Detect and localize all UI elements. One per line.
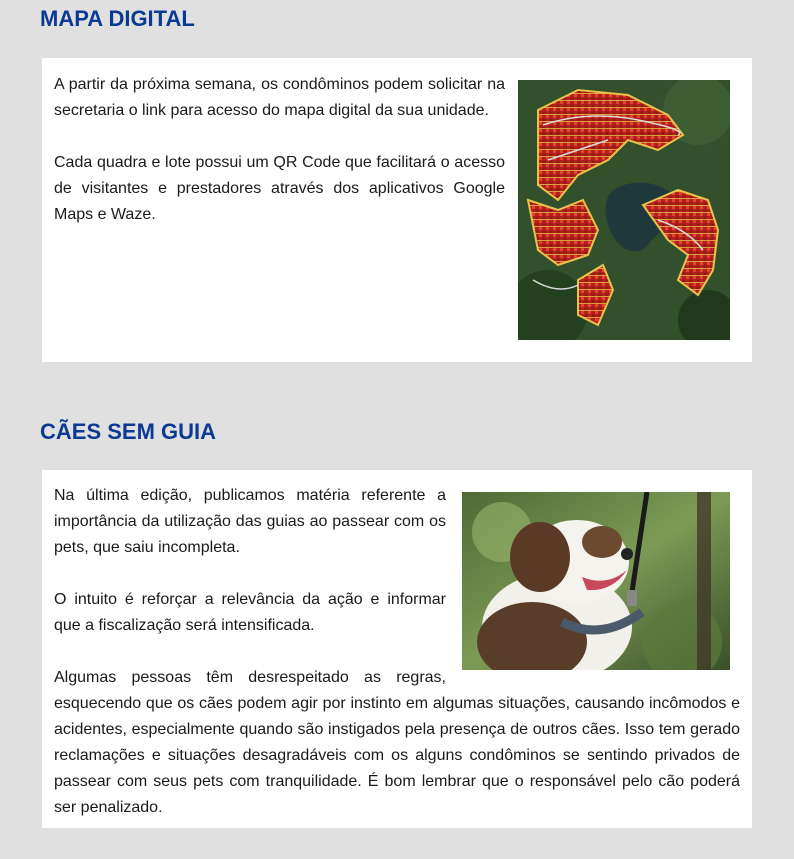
section-title-caes-sem-guia: CÃES SEM GUIA [40,419,217,444]
caes-sem-guia-card [42,470,752,828]
caes-paragraph-1: Na última edição, publicamos matéria referente a importância da utilização das guias ao passear com os pets, que saiu incompleta. [54,487,446,556]
mapa-digital-card [42,58,752,362]
dog-on-leash-image [462,492,730,670]
mapa-digital-paragraph-2: Cada quadra e lote possui um QR Code que facilitará o acesso de visitantes e prestadores através dos aplicativos Google Maps e Waze. [54,154,505,223]
mapa-digital-paragraph-1: A partir da próxima semana, os condôminos podem solicitar na secretaria o link para acesso do mapa digital da sua unidade. [54,76,505,119]
caes-paragraph-3: Algumas pessoas têm desrespeitado as regras, esquecendo que os cães podem agir por instinto em algumas situações, causando incômodos e acidentes, especialmente quando são instigados pela presença de outros cães. Isso tem gerado reclamações e situações desagradáveis com os alguns condôminos se sentindo privados de passear com seus pets com tranquilidade. É bom lembrar que o responsável pelo cão poderá ser penalizado. [54,669,740,816]
caes-paragraph-2: O intuito é reforçar a relevância da ação e informar que a fiscalização será intensificada. [54,591,446,634]
section-title-mapa-digital: MAPA DIGITAL [40,6,195,31]
mapa-digital-text [54,72,505,228]
aerial-map-image [518,80,730,340]
